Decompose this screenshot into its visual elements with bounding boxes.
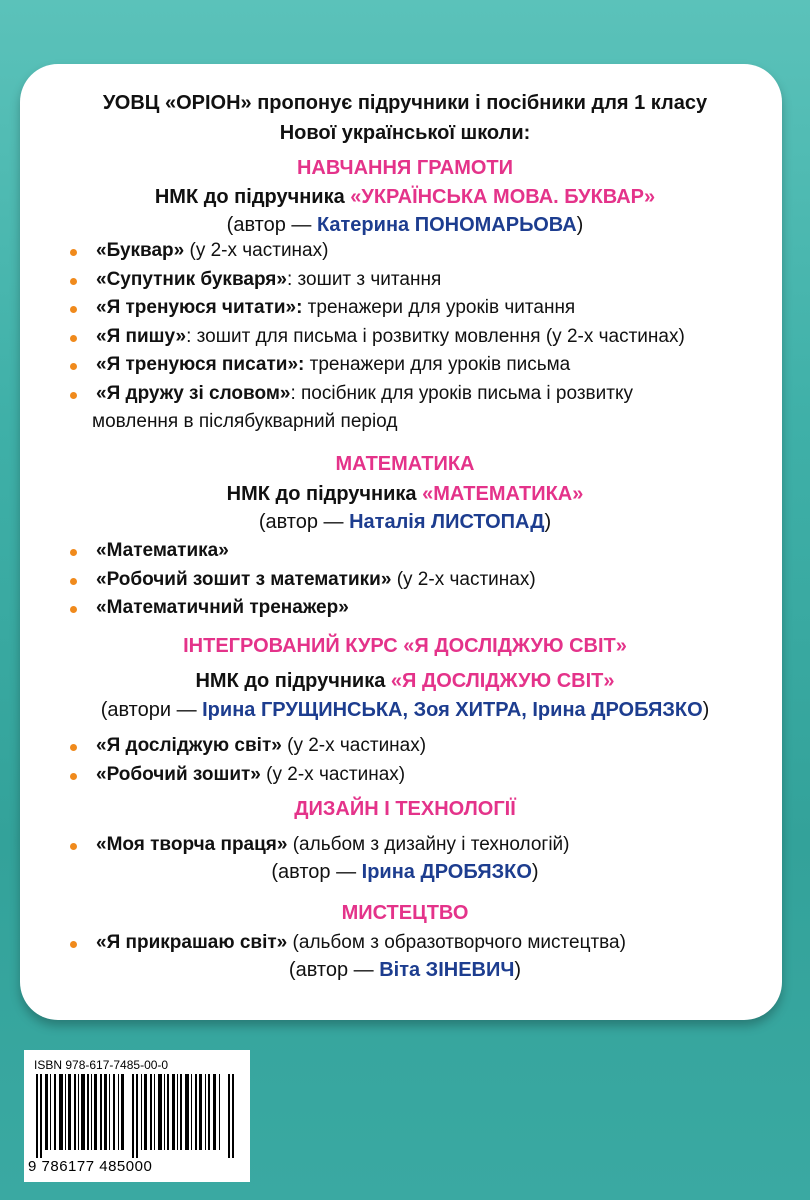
author-prefix: (автор — — [226, 214, 317, 236]
author-line-design — [0, 859, 810, 885]
author-suffix: ) — [531, 861, 539, 883]
design-list — [70, 831, 570, 860]
author-suffix: ) — [702, 699, 710, 721]
author-line-math — [0, 509, 810, 535]
list-item: «Супутник букваря»: зошит з читання — [70, 266, 685, 295]
list-item: «Я дружу зі словом»: посібник для уроків письма і розвитку — [70, 380, 685, 409]
bullet-icon — [70, 363, 77, 370]
list-item: «Робочий зошит з математики» (у 2-х частинах) — [70, 566, 536, 595]
barcode-icon — [34, 1074, 240, 1158]
list-item: «Я тренуюся писати»: тренажери для уроків письма — [70, 351, 685, 380]
bullet-icon — [70, 773, 77, 780]
barcode-digits: 9 786177 485000 — [28, 1158, 153, 1175]
author-name: Наталія ЛИСТОПАД — [349, 511, 545, 533]
nmk-prefix: НМК до підручника — [226, 483, 423, 505]
list-item: «Я тренуюся читати»: тренажери для уроків читання — [70, 294, 685, 323]
bullet-icon — [70, 335, 77, 342]
author-name: Ірина ГРУЩИНСЬКА, Зоя ХИТРА, Ірина ДРОБЯЗКО — [202, 699, 703, 721]
math-list — [70, 537, 536, 623]
bullet-icon — [70, 744, 77, 751]
bullet-icon — [70, 843, 77, 850]
list-item: «Моя творча праця» (альбом з дизайну і технологій) — [70, 831, 570, 860]
literacy-list — [70, 237, 685, 437]
author-prefix: (автор — — [271, 861, 362, 883]
nmk-line-literacy — [0, 184, 810, 210]
author-name: Ірина ДРОБЯЗКО — [361, 861, 532, 883]
bullet-icon — [70, 249, 77, 256]
author-prefix: (автор — — [258, 511, 350, 533]
world-list — [70, 732, 426, 789]
section-heading-math: МАТЕМАТИКА — [335, 453, 475, 475]
author-name: Віта ЗІНЕВИЧ — [379, 959, 515, 981]
author-line-art — [0, 957, 810, 983]
list-item: «Буквар» (у 2-х частинах) — [70, 237, 685, 266]
bullet-icon — [70, 392, 77, 399]
list-item: «Я пишу»: зошит для письма і розвитку мовлення (у 2-х частинах) — [70, 323, 685, 352]
isbn-label: ISBN 978-617-7485-00-0 — [34, 1058, 169, 1072]
author-line-world — [0, 697, 810, 723]
bullet-icon — [70, 306, 77, 313]
list-item: «Математичний тренажер» — [70, 594, 536, 623]
bullet-icon — [70, 578, 77, 585]
author-name: Катерина ПОНОМАРЬОВА — [316, 214, 577, 236]
nmk-title: «УКРАЇНСЬКА МОВА. БУКВАР» — [350, 186, 656, 208]
section-heading-design: ДИЗАЙН І ТЕХНОЛОГІЇ — [294, 798, 516, 820]
author-prefix: (автори — — [100, 699, 203, 721]
author-suffix: ) — [514, 959, 522, 981]
nmk-line-math — [0, 481, 810, 507]
author-line-literacy — [0, 212, 810, 238]
list-item: «Я прикрашаю світ» (альбом з образотворчого мистецтва) — [70, 929, 626, 958]
author-prefix: (автор — — [288, 959, 380, 981]
bullet-icon — [70, 606, 77, 613]
author-suffix: ) — [576, 214, 584, 236]
section-heading-world: ІНТЕГРОВАНИЙ КУРС «Я ДОСЛІДЖУЮ СВІТ» — [183, 635, 627, 657]
section-heading-literacy: НАВЧАННЯ ГРАМОТИ — [296, 157, 514, 179]
nmk-line-world — [0, 668, 810, 694]
art-list — [70, 929, 626, 958]
intro-line-1: УОВЦ «ОРІОН» пропонує підручники і посібники для 1 класу — [102, 92, 708, 114]
bullet-icon — [70, 549, 77, 556]
list-item-continuation: мовлення в післябукварний період — [92, 411, 398, 432]
nmk-title: «Я ДОСЛІДЖУЮ СВІТ» — [390, 670, 615, 692]
nmk-prefix: НМК до підручника — [154, 186, 351, 208]
isbn-barcode-box — [24, 1050, 250, 1182]
bullet-icon — [70, 278, 77, 285]
nmk-prefix: НМК до підручника — [195, 670, 391, 692]
bullet-icon — [70, 941, 77, 948]
nmk-title: «МАТЕМАТИКА» — [422, 483, 584, 505]
list-item: «Математика» — [70, 537, 536, 566]
author-suffix: ) — [544, 511, 552, 533]
section-heading-art: МИСТЕЦТВО — [341, 902, 469, 924]
intro-line-2: Нової української школи: — [279, 122, 531, 144]
list-item: «Я досліджую світ» (у 2-х частинах) — [70, 732, 426, 761]
list-item: «Робочий зошит» (у 2-х частинах) — [70, 761, 426, 790]
